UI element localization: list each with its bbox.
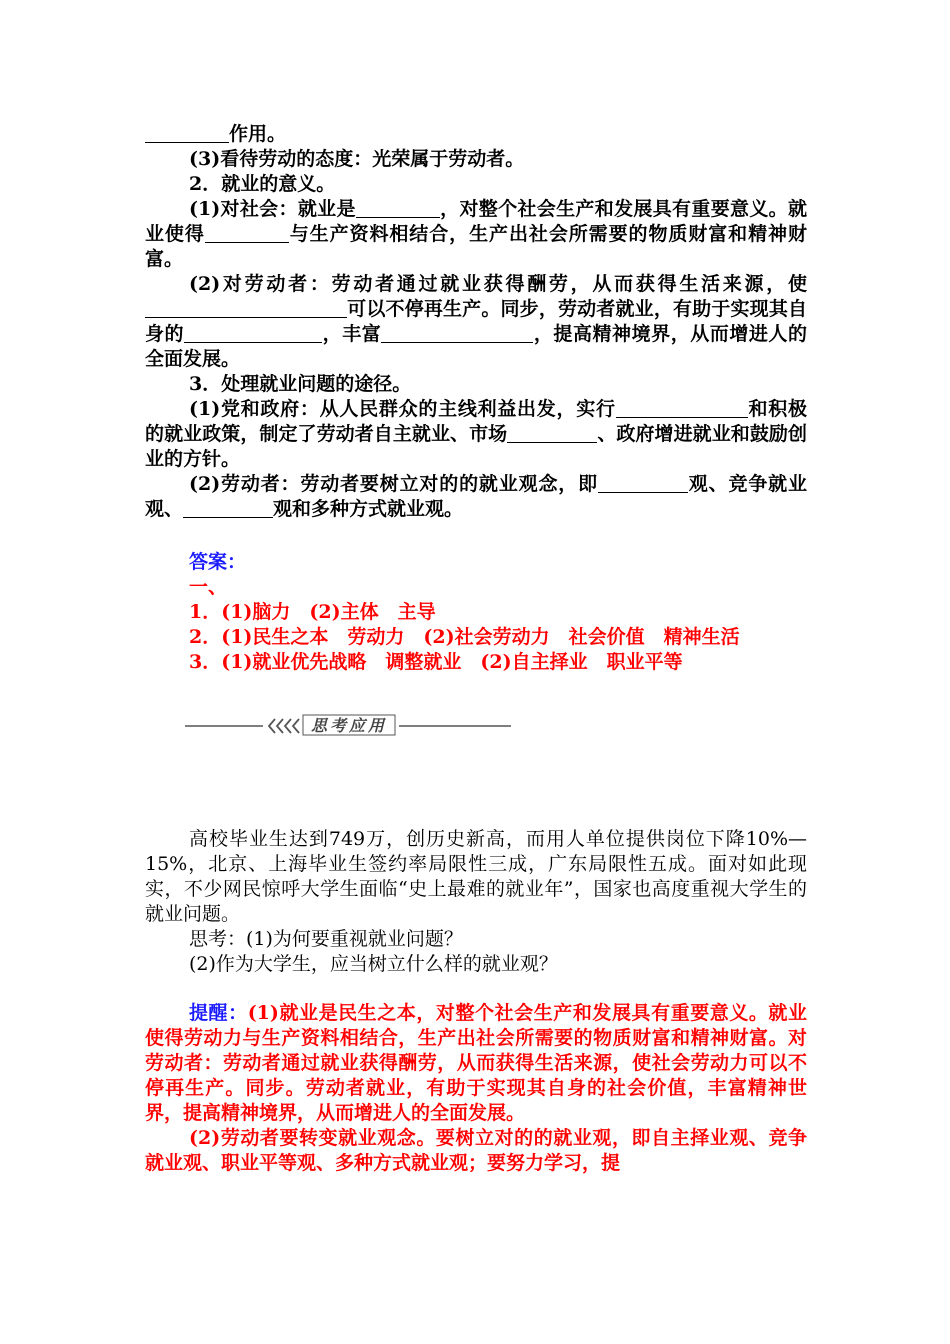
section-heading: 2．就业的意义。	[189, 173, 336, 195]
hint-label: 提醒：	[189, 1002, 248, 1024]
spacer	[145, 977, 807, 1001]
paragraph-society: (1)对社会：就业是 ，对整个社会生产和发展具有重要意义。就业使得 与生产资料相结合，生产出社会所需要的物质财富和精神财富。	[145, 198, 807, 270]
chevron-left-icon	[269, 719, 299, 733]
fill-blank	[183, 498, 273, 518]
fill-blank	[616, 398, 748, 418]
answer-label: 答案：	[189, 551, 247, 573]
answer-block	[145, 550, 807, 675]
answer-line: 2．(1)民生之本 劳动力 (2)社会劳动力 社会价值 精神生活	[189, 626, 740, 648]
fill-blank	[145, 298, 347, 318]
answer-line: 3．(1)就业优先战略 调整就业 (2)自主择业 职业平等	[189, 651, 683, 673]
think-line: (2)作为大学生，应当树立什么样的就业观？	[189, 953, 558, 975]
answer-part: 一、	[189, 576, 228, 598]
fill-blank	[507, 423, 597, 443]
fill-blank	[205, 223, 289, 243]
fill-blank	[598, 473, 688, 493]
paragraph-laborer: (2)劳动者：劳动者要树立对的的就业观念，即 观、竞争就业观、 观和多种方式就业观。	[145, 473, 807, 520]
answer-line: 1．(1)脑力 (2)主体 主导	[189, 601, 436, 623]
hint-paragraph: (2)劳动者要转变就业观念。要树立对的的就业观，即自主择业观、竞争就业观、职业平等观、多种方式就业观；要努力学习，提	[145, 1127, 807, 1174]
section-banner	[145, 685, 807, 775]
text-line: (3)看待劳动的态度：光荣属于劳动者。	[189, 148, 525, 170]
banner-title: 思考应用	[310, 716, 388, 735]
spacer	[145, 775, 807, 827]
paragraph-government: (1)党和政府：从人民群众的主线利益出发，实行 和积极的就业政策，制定了劳动者自主就业、市场 、政府增进就业和鼓励创业的方针。	[145, 398, 807, 470]
spacer	[145, 522, 807, 550]
document-page	[145, 122, 807, 1176]
hint-paragraph: 提醒：(1)就业是民生之本，对整个社会生产和发展具有重要意义。就业使得劳动力与生产资料相结合，生产出社会所需要的物质财富和精神财富。对劳动者：劳动者通过就业获得酬劳，从而获得生活来源，使社会劳动力可以不停再生产。同步。劳动者就业，有助于实现其自身的社会价值，丰富精神世界，提高精神境界，从而增进人的全面发展。	[145, 1002, 807, 1124]
fill-blank	[145, 123, 229, 143]
think-line: 思考：(1)为何要重视就业问题？	[189, 928, 463, 950]
hint-block	[145, 1001, 807, 1176]
fill-blank	[184, 323, 322, 343]
fill-blank	[381, 323, 533, 343]
section-heading: 3．处理就业问题的途径。	[189, 373, 412, 395]
case-block	[145, 827, 807, 977]
case-paragraph: 高校毕业生达到749万，创历史新高，而用人单位提供岗位下降10%—15%，北京、上海毕业生签约率局限性三成，广东局限性五成。面对如此现实，不少网民惊呼大学生面临“史上最难的就业年”，国家也高度重视大学生的就业问题。	[145, 828, 807, 925]
paragraph-worker: (2)对劳动者：劳动者通过就业获得酬劳，从而获得生活来源，使可以不停再生产。同步，劳动者就业，有助于实现其自身的 ，丰富 ，提高精神境界，从而增进人的全面发展。	[145, 273, 807, 370]
text-line: 作用。	[145, 122, 807, 147]
fill-blank	[356, 198, 440, 218]
banner-graphic	[185, 711, 515, 737]
